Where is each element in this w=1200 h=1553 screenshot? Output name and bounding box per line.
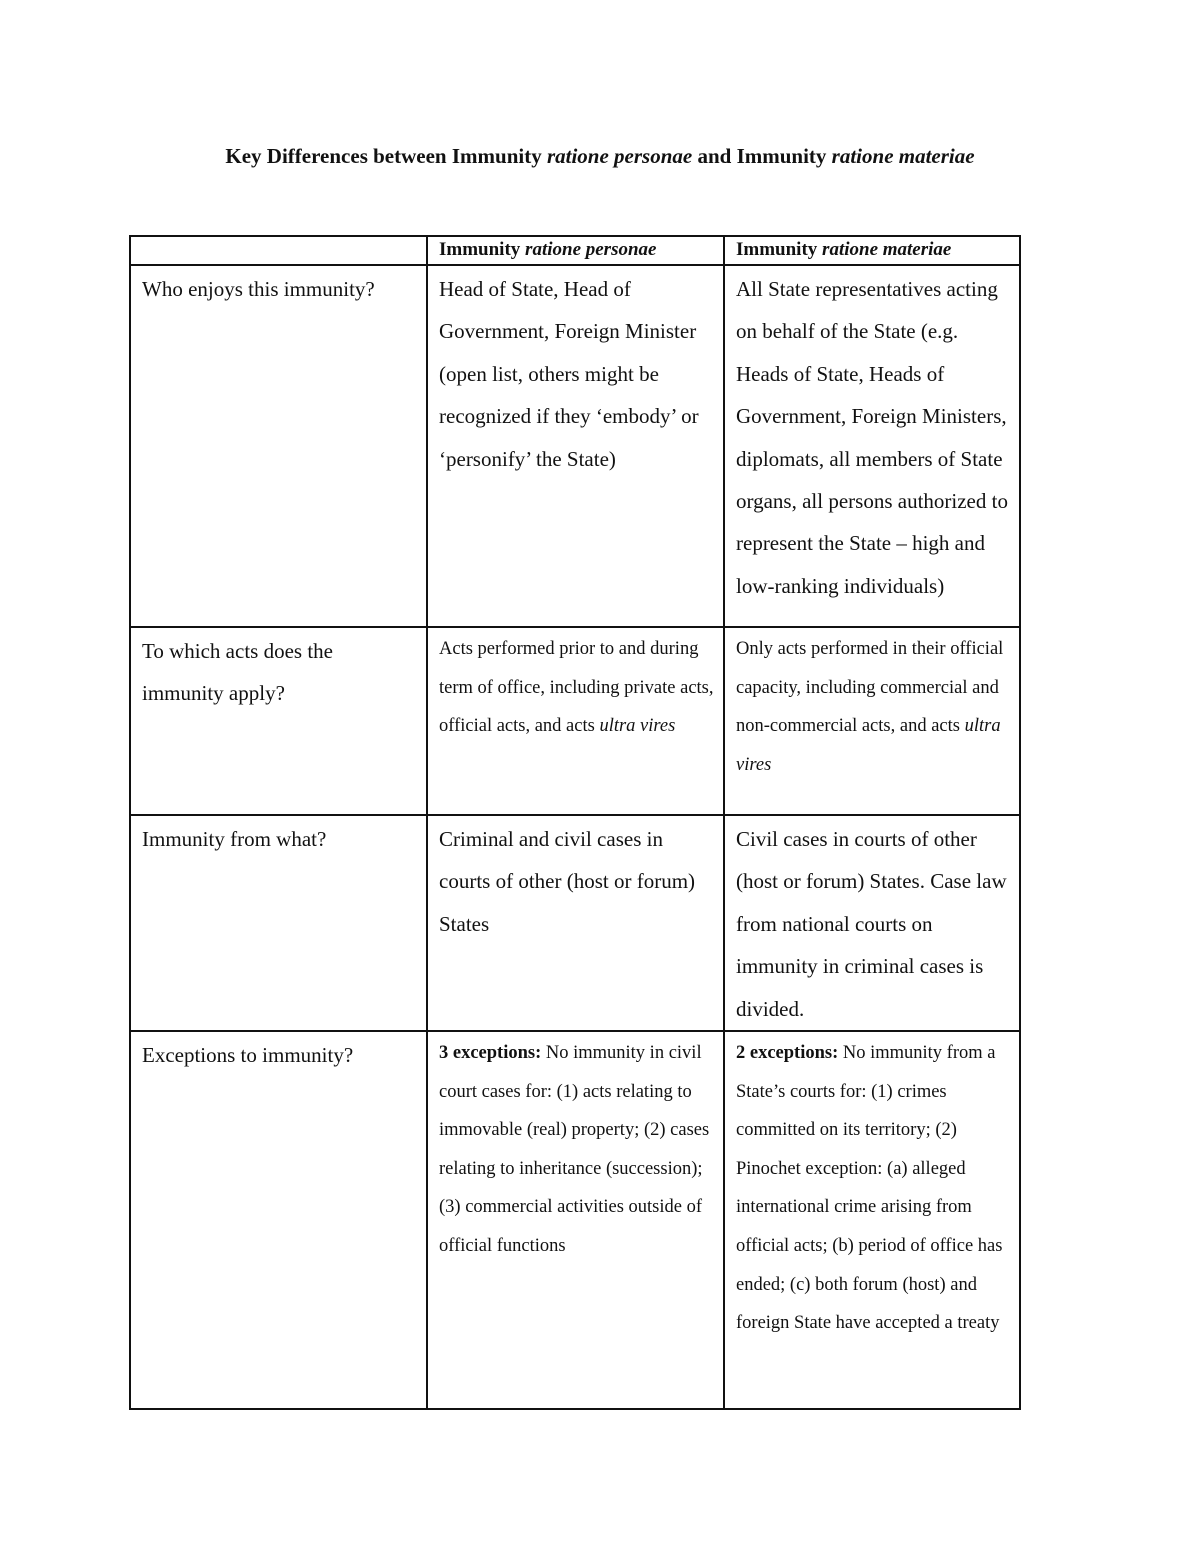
- materiae-cell: All State representatives acting on behalf of the State (e.g. Heads of State, Heads of Government, Foreign Ministers, diplomats, all members of State organs, all persons authorized to represent the State – high and low-ranking individuals): [724, 265, 1020, 627]
- table-row: [130, 1031, 1020, 1409]
- header-materiae: Immunity ratione materiae: [724, 236, 1020, 265]
- table-row: [130, 265, 1020, 627]
- personae-cell: 3 exceptions: No immunity in civil court cases for: (1) acts relating to immovable (real) property; (2) cases relating to inheritance (succession); (3) commercial activities outside of official functions: [427, 1031, 724, 1409]
- row-question: Immunity from what?: [130, 815, 427, 1031]
- materiae-cell: 2 exceptions: No immunity from a State’s courts for: (1) crimes committed on its territory; (2) Pinochet exception: (a) alleged international crime arising from official acts; (b) period of office has ended; (c) both forum (host) and foreign State have accepted a treaty: [724, 1031, 1020, 1409]
- row-question: Who enjoys this immunity?: [130, 265, 427, 627]
- personae-cell: Head of State, Head of Government, Foreign Minister (open list, others might be recognized if they ‘embody’ or ‘personify’ the State): [427, 265, 724, 627]
- row-question: Exceptions to immunity?: [130, 1031, 427, 1409]
- header-personae: Immunity ratione personae: [427, 236, 724, 265]
- title-text-2: and Immunity: [692, 144, 832, 168]
- personae-cell: Criminal and civil cases in courts of other (host or forum) States: [427, 815, 724, 1031]
- table-row: [130, 627, 1020, 815]
- table-row: [130, 815, 1020, 1031]
- comparison-table: [129, 235, 1021, 1410]
- materiae-cell: Civil cases in courts of other (host or forum) States. Case law from national courts on immunity in criminal cases is divided.: [724, 815, 1020, 1031]
- title-italic-2: ratione materiae: [831, 144, 975, 168]
- row-question: To which acts does the immunity apply?: [130, 627, 427, 815]
- materiae-cell: Only acts performed in their official capacity, including commercial and non-commercial acts, and acts ultra vires: [724, 627, 1020, 815]
- title-text-1: Key Differences between Immunity: [225, 144, 547, 168]
- table-header-row: [130, 236, 1020, 265]
- document-title: [0, 141, 1200, 171]
- title-italic-1: ratione personae: [546, 144, 693, 168]
- header-empty-cell: [130, 236, 427, 265]
- personae-cell: Acts performed prior to and during term of office, including private acts, official acts, and acts ultra vires: [427, 627, 724, 815]
